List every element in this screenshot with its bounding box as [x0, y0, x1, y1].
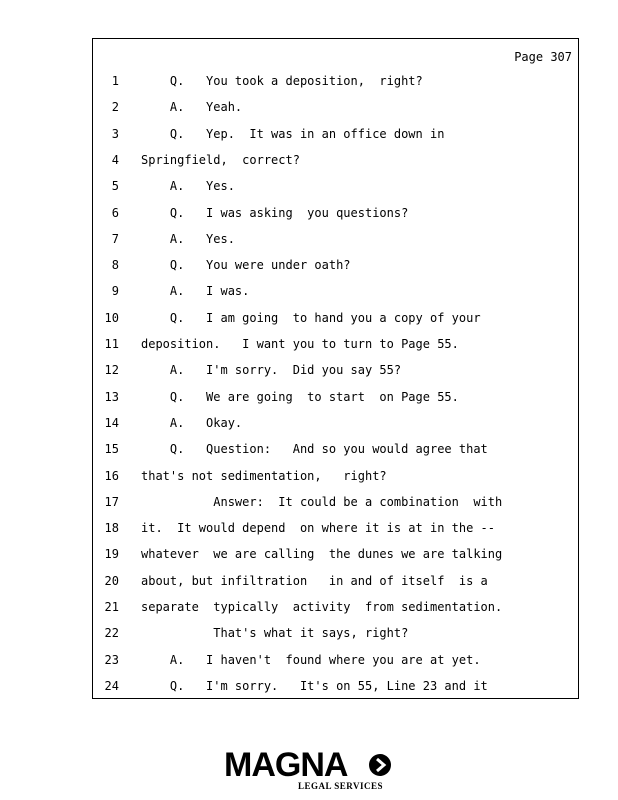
- line-number: 4: [111, 152, 119, 167]
- line-number: 23: [104, 652, 119, 667]
- line-number: 20: [104, 573, 119, 588]
- line-text: A. I'm sorry. Did you say 55?: [141, 363, 402, 378]
- transcript-line: [93, 492, 578, 512]
- transcript-line: [93, 623, 578, 643]
- line-text: that's not sedimentation, right?: [141, 468, 387, 483]
- chevron-right-icon: [369, 754, 391, 776]
- transcript-line: [93, 281, 578, 301]
- transcript-line: [93, 124, 578, 144]
- transcript-line: [93, 229, 578, 249]
- line-number: 21: [104, 600, 119, 614]
- transcript-line: [93, 518, 578, 538]
- line-number: 15: [104, 442, 119, 457]
- line-number: 18: [104, 521, 119, 536]
- transcript-line: [93, 71, 578, 91]
- line-number: 3: [111, 126, 119, 141]
- line-text: separate typically activity from sedimentation.: [141, 600, 503, 614]
- line-number: 1: [111, 74, 119, 88]
- line-text: Q. We are going to start on Page 55.: [141, 389, 459, 404]
- line-text: Q. Question: And so you would agree that: [141, 442, 488, 457]
- line-number: 12: [104, 363, 119, 378]
- line-text: Answer: It could be a combination with: [141, 494, 503, 509]
- line-number: 24: [104, 678, 119, 693]
- line-number: 17: [104, 494, 119, 509]
- line-text: Q. I was asking you questions?: [141, 205, 409, 220]
- line-text: Q. Yep. It was in an office down in: [141, 126, 445, 141]
- line-number: 22: [104, 626, 119, 641]
- transcript-line: [93, 97, 578, 117]
- line-text: Q. You took a deposition, right?: [141, 74, 423, 88]
- transcript-line: [93, 334, 578, 354]
- line-number: 5: [111, 179, 119, 194]
- line-number: 16: [104, 468, 119, 483]
- logo-wordmark: MAGNA: [224, 746, 348, 784]
- line-text: it. It would depend on where it is at in the --: [141, 521, 496, 536]
- line-number: 19: [104, 547, 119, 562]
- line-text: A. I haven't found where you are at yet.: [141, 652, 481, 667]
- line-number: 9: [111, 284, 119, 299]
- line-text: Springfield, correct?: [141, 152, 300, 167]
- transcript-line: [93, 650, 578, 670]
- line-text: That's what it says, right?: [141, 626, 409, 641]
- line-text: A. Yeah.: [141, 100, 243, 115]
- page-number: Page 307: [514, 50, 572, 64]
- line-number: 10: [104, 310, 119, 325]
- transcript-line: [93, 597, 578, 617]
- line-text: deposition. I want you to turn to Page 55.: [141, 337, 459, 351]
- transcript-line: [93, 571, 578, 591]
- line-text: Q. I am going to hand you a copy of your: [141, 310, 481, 325]
- line-number: 6: [111, 205, 119, 220]
- line-number: 11: [104, 337, 119, 351]
- line-text: Q. You were under oath?: [141, 258, 351, 273]
- line-text: about, but infiltration in and of itself is a: [141, 573, 488, 588]
- line-number: 7: [111, 231, 119, 246]
- transcript-line: [93, 308, 578, 328]
- transcript-page: [92, 38, 579, 699]
- line-text: Q. I'm sorry. It's on 55, Line 23 and it: [141, 678, 488, 693]
- transcript-line: [93, 360, 578, 380]
- line-number: 13: [104, 389, 119, 404]
- transcript-line: [93, 150, 578, 170]
- transcript-line: [93, 387, 578, 407]
- logo-subtitle: LEGAL SERVICES: [298, 781, 383, 791]
- line-number: 8: [111, 258, 119, 273]
- transcript-line: [93, 676, 578, 696]
- magna-logo: [222, 745, 402, 793]
- line-number: 14: [104, 415, 119, 430]
- transcript-line: [93, 439, 578, 459]
- transcript-line: [93, 466, 578, 486]
- transcript-line: [93, 544, 578, 564]
- line-text: A. Yes.: [141, 231, 235, 246]
- line-text: A. Okay.: [141, 415, 243, 430]
- line-text: A. I was.: [141, 284, 250, 299]
- transcript-line: [93, 176, 578, 196]
- transcript-line: [93, 203, 578, 223]
- line-text: A. Yes.: [141, 179, 235, 194]
- transcript-line: [93, 413, 578, 433]
- transcript-line: [93, 255, 578, 275]
- line-text: whatever we are calling the dunes we are talking: [141, 547, 503, 562]
- line-number: 2: [111, 100, 119, 115]
